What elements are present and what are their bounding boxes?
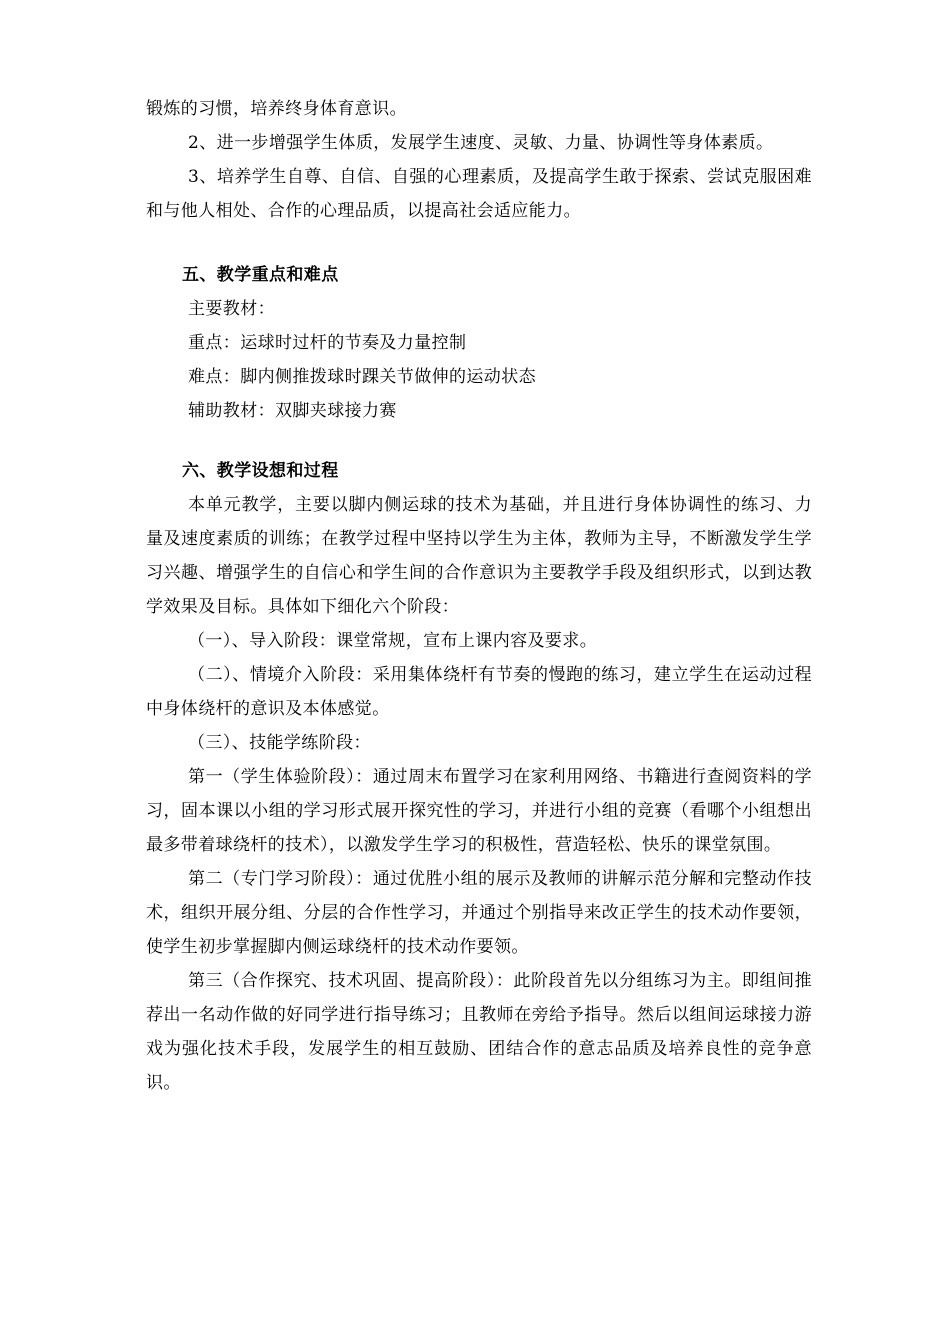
section6-intro: 本单元教学，主要以脚内侧运球的技术为基础，并且进行身体协调性的练习、力量及速度素质的训练；在教学过程中坚持以学生为主体，教师为主导，不断激发学生学习兴趣、增强学生的自信心和学生间的合作意识为主要教学手段及组织形式，以到达教学效果及目标。具体如下细化六个阶段： bbox=[146, 495, 812, 617]
auxiliary-material: 辅助教材：双脚夹球接力赛 bbox=[188, 401, 397, 421]
objective-2: 2、进一步增强学生体质，发展学生速度、灵敏、力量、协调性等身体素质。 bbox=[188, 133, 774, 153]
section-heading-5: 五、教学重点和难点 bbox=[182, 265, 339, 285]
paragraph-continued: 锻炼的习惯，培养终身体育意识。 bbox=[146, 99, 407, 119]
spacer bbox=[146, 228, 812, 258]
stage-1: （一）、导入阶段：课堂常规，宣布上课内容及要求。 bbox=[188, 631, 598, 651]
stage-3: （三）、技能学练阶段： bbox=[188, 733, 371, 753]
main-material-label: 主要教材： bbox=[188, 299, 275, 319]
key-point: 重点：运球时过杆的节奏及力量控制 bbox=[188, 333, 467, 353]
document-page bbox=[146, 92, 812, 1100]
objective-3: 3、培养学生自尊、自信、自强的心理素质，及提高学生敢于探索、尝试克服困难和与他人相处、合作的心理品质，以提高社会适应能力。 bbox=[146, 167, 812, 221]
step-3: 第三（合作探究、技术巩固、提高阶段）：此阶段首先以分组练习为主。即组间推荐出一名动作做的好同学进行指导练习；且教师在旁给予指导。然后以组间运球接力游戏为强化技术手段，发展学生的相互鼓励、团结合作的意志品质及培养良性的竞争意识。 bbox=[146, 971, 812, 1093]
step-2: 第二（专门学习阶段）：通过优胜小组的展示及教师的讲解示范分解和完整动作技术，组织开展分组、分层的合作性学习，并通过个别指导来改正学生的技术动作要领，使学生初步掌握脚内侧运球绕杆的技术动作要领。 bbox=[146, 869, 812, 957]
section-heading-6: 六、教学设想和过程 bbox=[182, 461, 339, 481]
spacer bbox=[146, 428, 812, 454]
step-1: 第一（学生体验阶段）：通过周末布置学习在家利用网络、书籍进行查阅资料的学习，固本课以小组的学习形式展开探究性的学习，并进行小组的竞赛（看哪个小组想出最多带着球绕杆的技术），以激发学生学习的积极性，营造轻松、快乐的课堂氛围。 bbox=[146, 767, 812, 855]
stage-2: （二）、情境介入阶段：采用集体绕杆有节奏的慢跑的练习，建立学生在运动过程中身体绕杆的意识及本体感觉。 bbox=[146, 665, 812, 719]
difficulty-point: 难点：脚内侧推拨球时踝关节做伸的运动状态 bbox=[188, 367, 536, 387]
